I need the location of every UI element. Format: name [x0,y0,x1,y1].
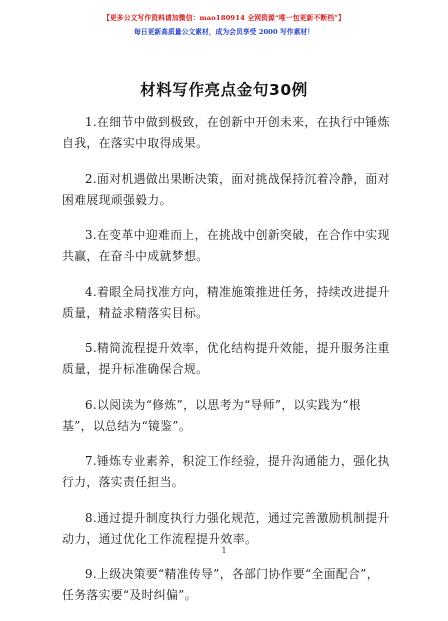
item-list [62,112,392,621]
list-item [62,282,392,324]
list-item [62,169,392,211]
item-line: 2.面对机遇做出果断决策，面对挑战保持沉着冷静，面对 [85,171,390,186]
item-line: 5.精简流程提升效率，优化结构提升效能，提升服务注重 [85,341,390,355]
item-line: 动力，通过优化工作流程提升效率。 [62,531,258,546]
item-line: 任务落实要“及时纠偏”。 [62,588,197,602]
item-line: 3.在变革中迎难而上，在挑战中创新突破，在合作中实现 [85,228,390,242]
item-line: 6.以阅读为“修炼”，以思考为“导师”，以实践为“根 [85,397,361,412]
item-line: 共赢，在奋斗中成就梦想。 [62,249,209,263]
document-title: 材料写作亮点金句30例 [140,81,308,99]
list-item [62,395,392,437]
list-item [62,508,392,550]
list-item [62,564,392,606]
page-number: 1 [221,546,227,555]
list-item [62,225,392,267]
item-line: 4.着眼全局找准方向，精准施策推进任务，持续改进提升 [85,284,390,299]
item-line: 自我，在落实中取得成果。 [62,136,209,150]
item-line: 质量，精益求精落实目标。 [62,305,209,320]
item-line: 行力，落实责任担当。 [62,475,184,489]
item-line: 9.上级决策要“精准传导”，各部门协作要“全面配合”， [85,567,379,581]
list-item [62,451,392,493]
item-line: 8.通过提升制度执行力强化规范，通过完善激励机制提升 [85,510,390,525]
item-line: 1.在细节中做到极致，在创新中开创未来，在执行中锤炼 [85,115,390,129]
promo-banner-red: 【更多公文写作资料请加微信：mao180914 全网资源“唯一包更新不断档”】 [102,14,346,22]
list-item [62,112,392,154]
item-line: 质量，提升标准确保合规。 [62,362,209,376]
item-line: 基”，以总结为“镜鉴”。 [62,418,192,433]
list-item [62,338,392,380]
promo-banner-blue: 每日更新高质量公文素材，成为会员享受 2000 写作素材！ [134,28,314,36]
item-line: 7.锤炼专业素养，积淀工作经验，提升沟通能力，强化执 [85,454,390,468]
item-line: 困难展现顽强毅力。 [62,192,172,207]
